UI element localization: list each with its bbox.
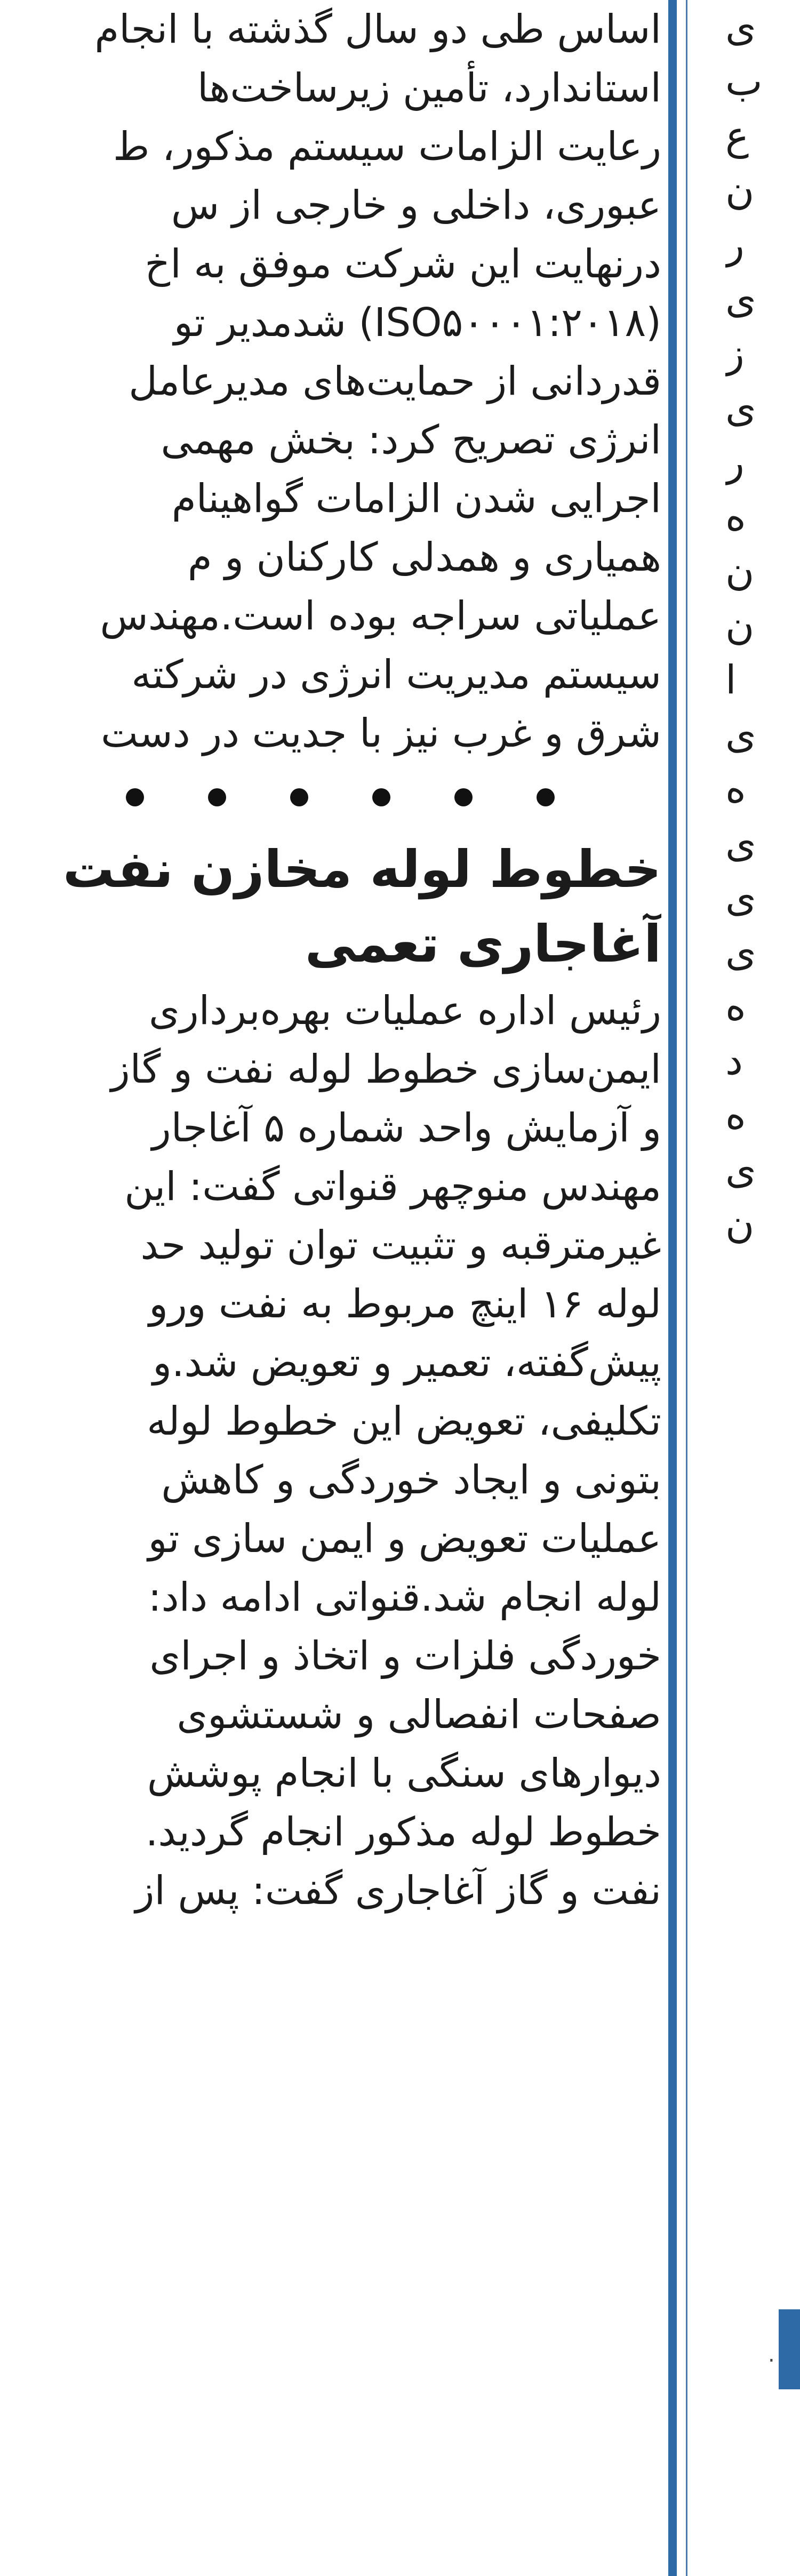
divider-dot	[372, 788, 390, 806]
headline-line-2: آغاجاری تعمی	[305, 914, 661, 974]
side-text-fragment: د	[725, 1038, 743, 1084]
text-line: شرق و غرب نیز با جدیت در دست	[101, 710, 661, 756]
side-text-fragment: ن	[725, 548, 755, 594]
side-text-line	[725, 653, 800, 707]
text-line: مهندس منوچهر قنواتی گفت: این	[124, 1164, 661, 1210]
text-line: غیرمترقبه و تثبیت توان تولید حد	[140, 1222, 661, 1268]
side-text-fragment: ی	[725, 929, 756, 975]
side-text-fragment: ه	[725, 983, 746, 1029]
article-bottom-text	[0, 981, 661, 1920]
side-text-line	[725, 218, 800, 272]
side-text-fragment: ع	[725, 113, 749, 159]
text-line: (ISO۵۰۰۰۱:۲۰۱۸) شدمدیر تو	[173, 300, 661, 346]
text-line: خطوط لوله مذکور انجام گردید.	[145, 1809, 661, 1855]
side-text-line	[725, 109, 800, 163]
text-line: اساس طی دو سال گذشته با انجام	[94, 6, 661, 52]
side-text-fragment: ی	[725, 276, 756, 322]
text-line: پیش‌گفته، تعمیر و تعویض شد.و	[153, 1340, 661, 1386]
text-line: قدردانی از حمایت‌های مدیرعامل	[129, 358, 661, 404]
side-text-fragment: ن	[725, 167, 755, 213]
text-line: اجرایی شدن الزامات گواهینام	[171, 476, 661, 522]
side-text-line	[725, 163, 800, 218]
side-text-line	[725, 1142, 800, 1197]
side-text-line	[725, 707, 800, 762]
column-divider-thin	[686, 0, 687, 2576]
side-text-fragment: ن	[725, 603, 755, 649]
side-text-fragment: ی	[725, 385, 756, 431]
text-line: ایمن‌سازی خطوط لوله نفت و گاز	[110, 1046, 661, 1092]
headline-line-1: خطوط لوله مخازن نفت	[63, 839, 661, 899]
side-text-fragment: ه	[725, 494, 746, 540]
divider-dot	[454, 788, 473, 806]
side-text-fragment: ی	[725, 820, 756, 866]
side-blue-marker	[779, 2309, 800, 2389]
section-divider-dots	[0, 763, 661, 832]
side-text-line	[725, 762, 800, 816]
side-text-fragment: ه	[725, 1092, 746, 1138]
side-text-fragment: ه	[725, 766, 746, 812]
column-divider-thick	[668, 0, 677, 2576]
text-line: نفت و گاز آغاجاری گفت: پس از	[135, 1868, 661, 1914]
side-text-fragment: ز	[725, 331, 745, 377]
text-line: خوردگی فلزات و اتخاذ و اجرای	[149, 1633, 661, 1679]
side-text-fragment: ن	[725, 1201, 755, 1247]
divider-dot	[126, 788, 144, 806]
side-text-line	[725, 598, 800, 653]
text-line: لوله انجام شد.قنواتی ادامه داد:	[148, 1574, 661, 1620]
side-text-fragment: ا	[725, 657, 737, 703]
side-text-fragment: ی	[725, 4, 756, 50]
article-top-text	[0, 0, 661, 763]
side-period-mark: .	[768, 2342, 775, 2367]
side-text-line	[725, 544, 800, 598]
side-text-line	[725, 816, 800, 870]
side-text-line	[725, 979, 800, 1034]
side-text-line	[725, 0, 800, 54]
side-text-line	[725, 272, 800, 326]
side-text-line	[725, 1034, 800, 1088]
side-text-line	[725, 381, 800, 435]
text-line: استاندارد، تأمین زیرساخت‌ها	[197, 65, 661, 111]
text-line: انرژی تصریح کرد: بخش مهمی	[161, 417, 661, 463]
side-text-fragment: ی	[725, 1147, 756, 1193]
divider-dot	[208, 788, 226, 806]
side-text-line	[725, 326, 800, 381]
side-text-line	[725, 870, 800, 925]
side-text-fragment: ر	[725, 439, 745, 485]
text-line: بتونی و ایجاد خوردگی و کاهش	[161, 1457, 661, 1503]
side-text-line	[725, 54, 800, 109]
side-text-fragment: ر	[725, 222, 745, 268]
side-text-line	[725, 1197, 800, 1251]
side-text-fragment: ی	[725, 711, 756, 757]
side-text-line	[725, 1088, 800, 1142]
side-text-fragment: ب	[725, 59, 763, 105]
side-text-fragment: ی	[725, 875, 756, 921]
text-line: رعایت الزامات سیستم مذکور، ط	[113, 124, 661, 170]
text-line: رئیس اداره عملیات بهره‌برداری	[148, 988, 661, 1034]
text-line: صفحات انفصالی و شستشوی	[177, 1692, 661, 1738]
text-line: سیستم مدیریت انرژی در شرکته	[131, 652, 661, 698]
side-article-column	[725, 0, 800, 2576]
text-line: و آزمایش واحد شماره ۵ آغاجار	[151, 1105, 661, 1151]
text-line: عملیاتی سراجه بوده است.مهندس	[100, 593, 661, 639]
side-text-line	[725, 490, 800, 544]
text-line: درنهایت این شرکت موفق به اخ	[145, 241, 661, 287]
text-line: دیوارهای سنگی با انجام پوشش	[147, 1750, 661, 1796]
divider-dot	[290, 788, 308, 806]
text-line: همیاری و همدلی کارکنان و م	[187, 534, 661, 580]
text-line: لوله ۱۶ اینچ مربوط به نفت ورو	[149, 1281, 661, 1327]
side-text-line	[725, 435, 800, 490]
text-line: عبوری، داخلی و خارجی از س	[171, 182, 661, 228]
side-text-line	[725, 925, 800, 979]
text-line: عملیات تعویض و ایمن سازی تو	[148, 1516, 661, 1562]
divider-dot	[537, 788, 555, 806]
text-line: تکلیفی، تعویض این خطوط لوله	[147, 1398, 661, 1444]
